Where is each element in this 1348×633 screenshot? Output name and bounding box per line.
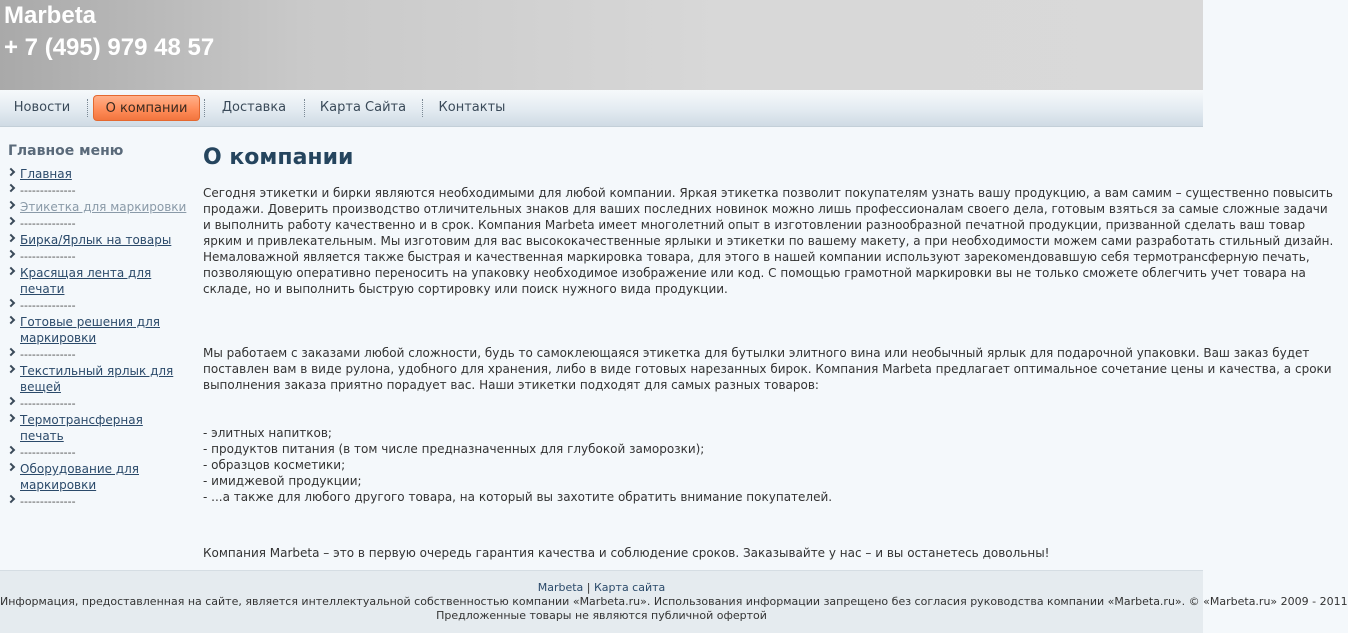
menu-separator: -------------- — [20, 299, 76, 312]
sidebar-item-solutions[interactable]: Готовые решения для маркировки — [20, 315, 160, 345]
sidebar-title: Главное меню — [8, 143, 124, 159]
menu-separator: -------------- — [20, 495, 76, 508]
list-item: - ...а также для любого другого товара, на который вы захотите обратить внимание покупателей. — [203, 490, 833, 504]
page-title: О компании — [203, 145, 354, 170]
sidebar-item-textile[interactable]: Текстильный ярлык для вещей — [20, 364, 174, 394]
nav-news[interactable]: Новости — [13, 100, 71, 115]
phone-number: + 7 (495) 979 48 57 — [4, 34, 215, 61]
footer-copyright: Информация, предоставленная на сайте, является интеллектуальной собственностью компании «Marbeta.ru». Использования информации запрещено без согласия руководства компании «Marbeta.ru». © «Marbeta.ru» 2009 - 2011 — [0, 595, 1348, 608]
closing-text: Компания Marbeta – это в первую очередь гарантия качества и соблюдение сроков. Заказывайте у нас – и вы останетесь довольны! — [203, 546, 1050, 560]
chevron-right-icon — [7, 463, 15, 471]
chevron-right-icon — [7, 316, 15, 324]
chevron-right-icon — [7, 365, 15, 373]
brand-name: Marbeta — [4, 2, 97, 29]
footer-links — [0, 571, 1203, 595]
paragraph-line: ярким и привлекательным. Мы изготовим для вас высококачественные ярлыки и этикетки по вашему макету, а при необходимости можем сами разработать стильный дизайн. — [203, 234, 1334, 248]
sidebar-item-thermal[interactable]: Термотрансферная печать — [20, 413, 143, 443]
list-item: - элитных напитков; — [203, 426, 332, 440]
chevron-right-icon — [7, 184, 15, 192]
menu-separator: -------------- — [20, 217, 76, 230]
nav-separator — [204, 99, 205, 117]
nav-separator — [87, 99, 88, 117]
chevron-right-icon — [7, 348, 15, 356]
sidebar-item-labels[interactable]: Этикетка для маркировки — [20, 200, 187, 214]
sidebar-item-home[interactable]: Главная — [20, 167, 72, 181]
menu-separator: -------------- — [20, 184, 76, 197]
paragraph-line: поставлен вам в виде рулона, удобного для хранения, либо в виде готовых нарезанных бирок. Компания Marbeta предлагает оптимальное сочетание цены и качества, а сроки — [203, 362, 1332, 376]
list-item: - имиджевой продукции; — [203, 474, 362, 488]
top-navigation — [0, 90, 1203, 127]
paragraph-line: Мы работаем с заказами любой сложности, будь то самоклеющаяся этикетка для бутылки элитного вина или необычный ярлык для подарочной упаковки. Ваш заказ будет — [203, 346, 1310, 360]
sidebar-item-ribbon[interactable]: Красящая лента для печати — [20, 266, 152, 296]
main-content — [203, 143, 1334, 561]
nav-sitemap[interactable]: Карта Сайта — [319, 100, 407, 115]
paragraph-line: продажи. Доверить производство отличительных знаков для ваших последних новинок можно лишь профессионалам своего дела, готовым взяться за самые сложные задачи — [203, 202, 1328, 216]
chevron-right-icon — [7, 168, 15, 176]
menu-separator: -------------- — [20, 397, 76, 410]
menu-separator: -------------- — [20, 250, 76, 263]
chevron-right-icon — [7, 414, 15, 422]
footer-disclaimer: Предложенные товары не являются публичной офертой — [436, 609, 767, 622]
chevron-right-icon — [7, 250, 15, 258]
sidebar-item-equipment[interactable]: Оборудование для маркировки — [20, 462, 139, 492]
site-header — [0, 0, 1203, 90]
footer-divider: | — [583, 581, 594, 594]
paragraph-line: позволяющую оперативно переносить на упаковку необходимое изображение или код. С помощью грамотной маркировки вы не только сможете облегчить учет товара на — [203, 266, 1306, 280]
nav-separator — [304, 99, 305, 117]
chevron-right-icon — [7, 299, 15, 307]
chevron-right-icon — [7, 234, 15, 242]
list-item: - продуктов питания (в том числе предназначенных для глубокой заморозки); — [203, 442, 705, 456]
sidebar-menu — [8, 141, 188, 510]
list-item: - образцов косметики; — [203, 458, 346, 472]
nav-delivery[interactable]: Доставка — [221, 100, 287, 115]
paragraph-line: и выполнить работу качественно и в срок. Компания Marbeta имеет многолетний опыт в изготовлении разнообразной печатной продукции, призванной сделать ваш товар — [203, 218, 1306, 232]
site-footer — [0, 570, 1348, 633]
nav-separator — [422, 99, 423, 117]
chevron-right-icon — [7, 217, 15, 225]
nav-contacts[interactable]: Контакты — [438, 100, 506, 115]
chevron-right-icon — [7, 397, 15, 405]
paragraph-line: Немаловажной является также быстрая и качественная маркировка товара, для этого в нашей компании используют зарекомендовавшую себя термотрансферную печать, — [203, 250, 1310, 264]
menu-separator: -------------- — [20, 446, 76, 459]
paragraph-line: выполнения заказа приятно порадует вас. Наши этикетки подходят для самых разных товаров: — [203, 378, 819, 392]
sidebar-item-tags[interactable]: Бирка/Ярлык на товары — [20, 233, 172, 247]
chevron-right-icon — [7, 267, 15, 275]
menu-separator: -------------- — [20, 348, 76, 361]
nav-about[interactable]: О компании — [93, 95, 200, 121]
footer-link-sitemap[interactable]: Карта сайта — [594, 581, 666, 594]
chevron-right-icon — [7, 446, 15, 454]
chevron-right-icon — [7, 495, 15, 503]
footer-link-home[interactable]: Marbeta — [537, 581, 584, 594]
chevron-right-icon — [7, 201, 15, 209]
paragraph-line: складе, но и выполнить быструю сортировку или поиск нужного вида продукции. — [203, 282, 728, 296]
paragraph-line: Сегодня этикетки и бирки являются необходимыми для любой компании. Яркая этикетка позволит покупателям узнать вашу продукцию, а вам самим – существенно повысить — [203, 186, 1333, 200]
